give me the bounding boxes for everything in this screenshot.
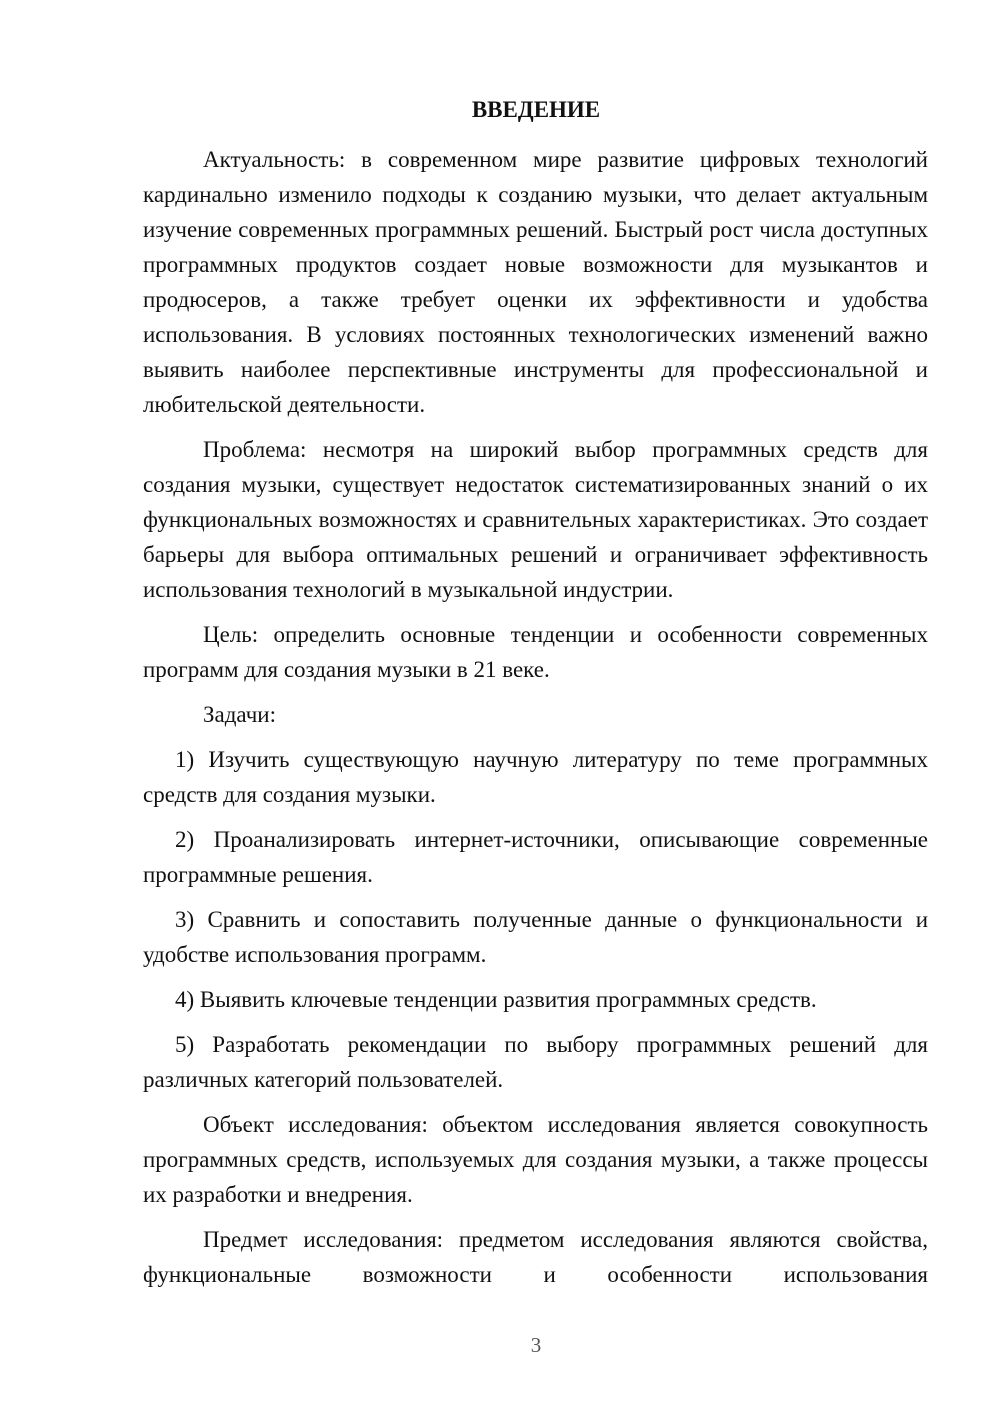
tasks-heading: Задачи:	[203, 702, 276, 727]
page-number: 3	[530, 1333, 542, 1357]
document-body	[143, 142, 928, 1302]
relevance-paragraph: Актуальность: в современном мире развитие цифровых технологий кардинально изменило подходы к созданию музыки, что делает актуальным изучение современных программных решений. Быстрый рост числа доступных программных продуктов создает новые возможности для музыкантов и продюсеров, а также требует оценки их эффективности и удобства использования. В условиях постоянных технологических изменений важно выявить наиболее перспективные инструменты для профессиональной и любительской деятельности.	[143, 147, 928, 417]
page-title: ВВЕДЕНИЕ	[471, 97, 601, 122]
task-item-1: 1) Изучить существующую научную литературу по теме программных средств для создания музыки.	[143, 747, 928, 807]
subject-paragraph: Предмет исследования: предметом исследования являются свойства, функциональные возможности и особенности использования	[143, 1227, 928, 1287]
task-item-4: 4) Выявить ключевые тенденции развития программных средств.	[175, 987, 817, 1012]
object-paragraph: Объект исследования: объектом исследования является совокупность программных средств, используемых для создания музыки, а также процессы их разработки и внедрения.	[143, 1112, 928, 1207]
task-item-2: 2) Проанализировать интернет-источники, описывающие современные программные решения.	[143, 827, 928, 887]
task-item-5: 5) Разработать рекомендации по выбору программных решений для различных категорий пользователей.	[143, 1032, 928, 1092]
task-item-3: 3) Сравнить и сопоставить полученные данные о функциональности и удобстве использования программ.	[143, 907, 928, 967]
problem-paragraph: Проблема: несмотря на широкий выбор программных средств для создания музыки, существует недостаток систематизированных знаний о их функциональных возможностях и сравнительных характеристиках. Это создает барьеры для выбора оптимальных решений и ограничивает эффективность использования технологий в музыкальной индустрии.	[143, 437, 928, 602]
goal-paragraph: Цель: определить основные тенденции и особенности современных программ для создания музыки в 21 веке.	[143, 622, 928, 682]
